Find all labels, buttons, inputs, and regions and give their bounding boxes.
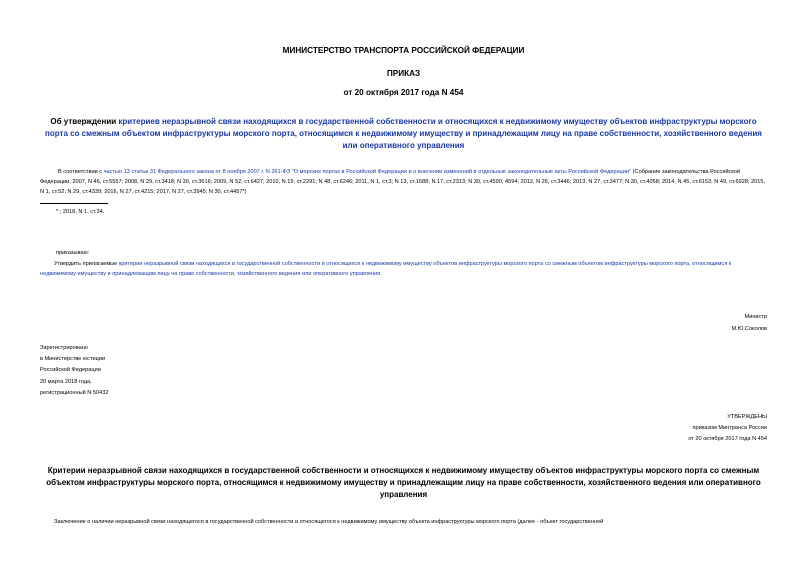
order-title-prefix: Об утверждении xyxy=(50,117,119,126)
ministry-heading: МИНИСТЕРСТВО ТРАНСПОРТА РОССИЙСКОЙ ФЕДЕРАЦИИ xyxy=(282,46,525,55)
registration-line: Зарегистрировано xyxy=(40,345,88,351)
law-reference-link[interactable]: частью 13 статьи 31 Федерального закона от 8 ноября 2007 г. N 261-ФЗ "О морских портах в Российской Федерации и о внесении изменений в отдельные законодательные акты Российской Федерации" xyxy=(103,169,632,175)
signature-name: М.Ю.Соколов xyxy=(731,326,767,332)
registration-block xyxy=(40,343,108,399)
registration-line: в Министерстве юстиции xyxy=(40,356,106,363)
criteria-link[interactable]: критерии неразрывной связи находящихся в государственной собственности и относящихся к недвижимому имуществу объектов инфраструктуры морского порта со смежным объектом инфраструктуры морского порта, относящимся к недвижимому имуществу и принадлежащим лицу на праве собственности, хозяйственного ведения или оперативного управления xyxy=(40,261,732,277)
registration-line: 20 марта 2018 года, xyxy=(40,378,92,385)
order-start: Утвердить прилагаемые xyxy=(54,261,119,267)
order-end: . xyxy=(380,271,382,277)
preamble-paragraph xyxy=(40,167,767,197)
registration-line: регистрационный N 50432 xyxy=(40,389,109,396)
order-title-link[interactable]: критериев неразрывной связи находящихся в государственной собственности и относящихся к недвижимому имуществу объектов инфраструктуры морского порта со смежным объектом инфраструктуры морского порта, относящимся к недвижимому имуществу и принадлежащим лицу на праве собственности, хозяйственного ведения или оперативного управления xyxy=(45,117,762,150)
signature-position: Министр xyxy=(744,314,767,320)
signature-block xyxy=(732,311,767,335)
footnote-divider xyxy=(40,203,108,204)
order-title xyxy=(40,116,767,152)
registration-line: Российской Федерации xyxy=(40,367,101,374)
criteria-title: Критерии неразрывной связи находящихся в государственной собственности и относящихся к недвижимому имуществу объектов инфраструктуры морского порта со смежным объектом инфраструктуры морского порта, относящимся к недвижимому имуществу и принадлежащим лицу на праве собственности, хозяйственного ведения или оперативного управления xyxy=(46,466,761,499)
order-word: приказываю: xyxy=(56,250,90,256)
approval-block xyxy=(688,412,767,445)
criteria-first-paragraph: Заключение о наличии неразрывной связи находящегося в государственной собственности и относящегося к недвижимому имуществу объекта инфраструктуры морского порта (далее - объект государственной xyxy=(54,519,604,525)
doc-date-number: от 20 октября 2017 года N 454 xyxy=(343,88,464,97)
approval-line: УТВЕРЖДЕНЫ xyxy=(727,414,767,420)
doc-type-heading: ПРИКАЗ xyxy=(386,69,421,78)
approval-line: приказом Минтранса России xyxy=(692,425,767,431)
order-paragraph xyxy=(40,259,767,279)
preamble-start: В соответствии с xyxy=(58,169,104,175)
preamble-rest: (Собрание законодательства Российской Федерации, 2007, N 46, ст.5557; 2008, N 29, ст.3418; N 30, ст.3616; 2009, N 52, ст.6427; 2010, N 19, ст.2291; N 48, ст.6246; 2011, N 1, ст.3; N 13, ст.1688; N 17, ст.2313; N 30, ст.4590, 4594; 2012, N 26, ст.3446; 2013, N 27, ст.3477; N 30, ст.4058; 2014, N 45, ст.6153; N 49, ст.6928; 2015, N 1, ст.52; N 29, ст.4339; 2016, N 27, ст.4215; 2017, N 27, ст.3945; N 30, ст.4457*) xyxy=(40,169,766,195)
approval-line: от 20 октября 2017 года N 454 xyxy=(688,436,767,442)
footnote-text: * ; 2018, N 1, ст.34. xyxy=(56,209,105,215)
